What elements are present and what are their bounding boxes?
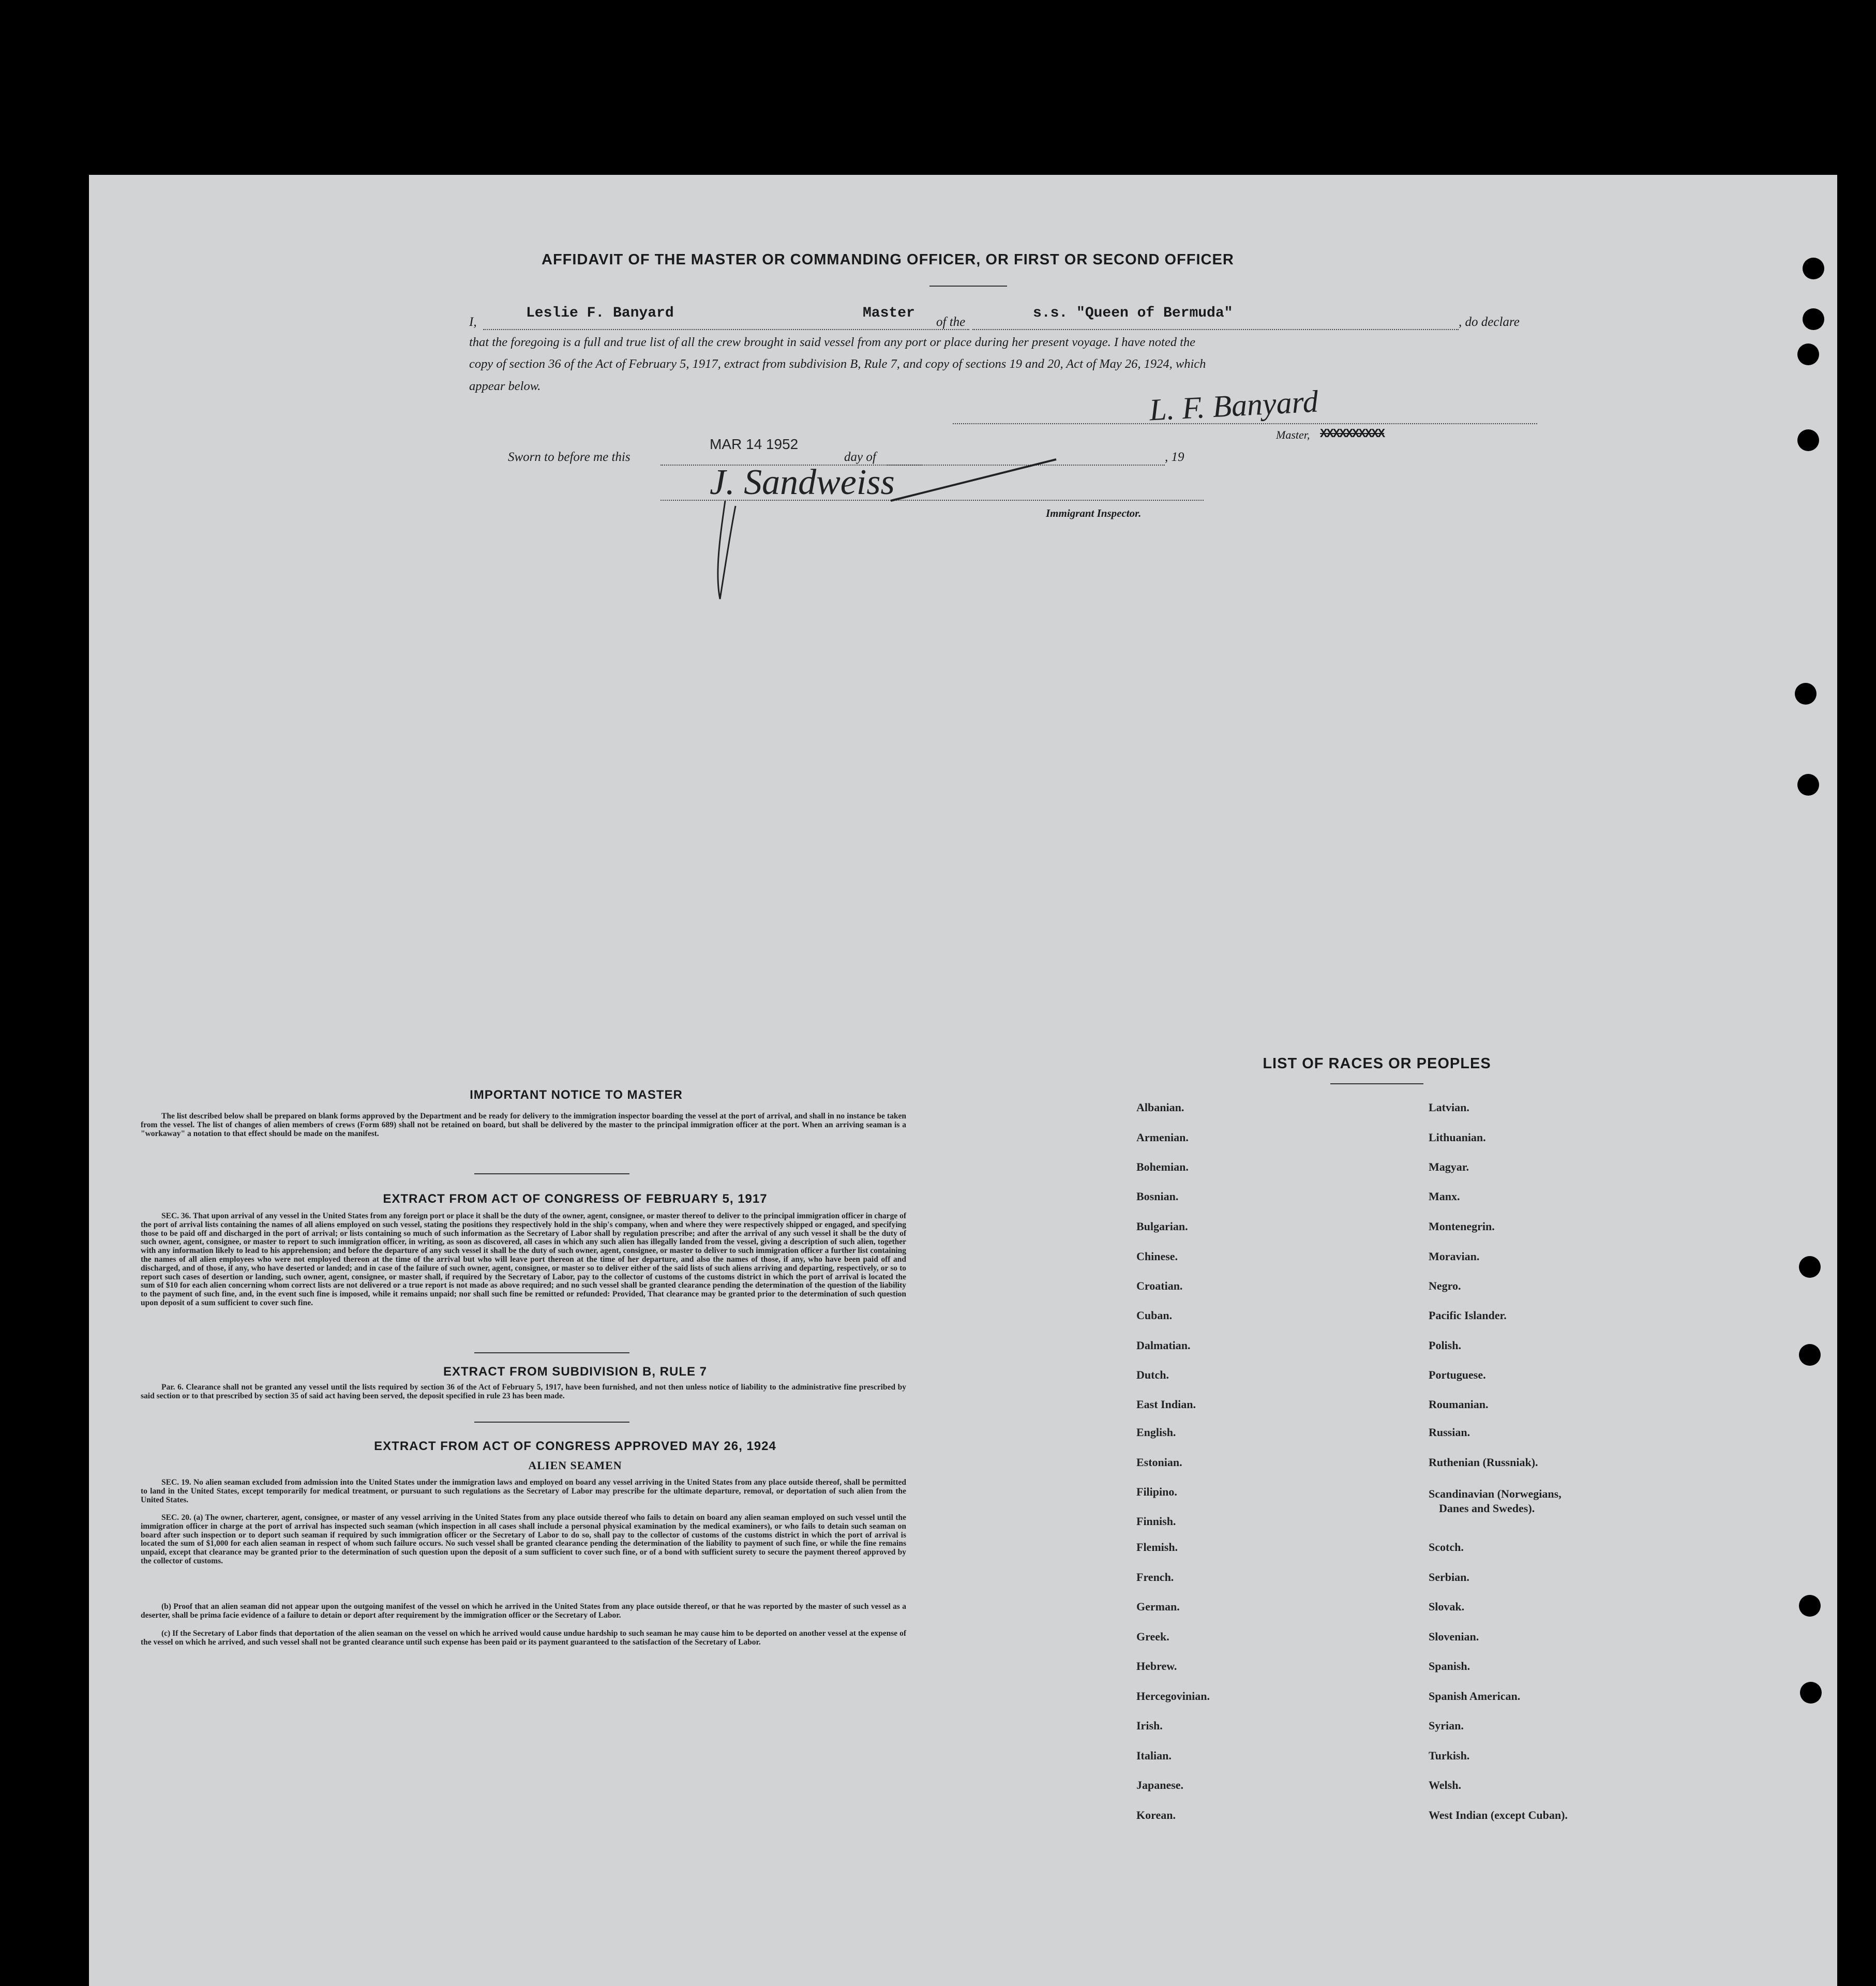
race-right-18: Slovak. [1429,1600,1465,1613]
race-right-9: Polish. [1429,1339,1461,1352]
race-right-8: Pacific Islander. [1429,1309,1507,1322]
punch-hole [1797,429,1819,451]
rule7-text: Par. 6. Clearance shall not be granted any vessel until the lists required by section 36 of the Act of February 5, 1917, have been furnished, and not then unless notice of liability to the administrative fine prescribed by said section or to that prescribed by section 35 of said act having been served, the deposit specified in rule 23 has been made. [141,1383,906,1400]
affidavit-title: AFFIDAVIT OF THE MASTER OR COMMANDING OFFICER, OR FIRST OR SECOND OFFICER [542,251,1234,268]
race-right-20: Spanish. [1429,1660,1470,1673]
rule7-title: EXTRACT FROM SUBDIVISION B, RULE 7 [443,1365,708,1379]
of-the-label: of the [936,315,966,329]
vessel-name: s.s. "Queen of Bermuda" [1033,305,1233,321]
inspector-label: Immigrant Inspector. [1046,507,1142,519]
punch-hole [1797,774,1819,796]
vessel-line [972,329,1459,330]
race-right-16: Scotch. [1429,1541,1464,1554]
race-left-4: Bosnian. [1136,1190,1179,1203]
races-title: LIST OF RACES OR PEOPLES [1263,1055,1491,1072]
extract-1924-subtitle: ALIEN SEAMEN [528,1459,622,1472]
title-underline [929,286,1007,287]
race-left-20: Hebrew. [1136,1660,1177,1673]
punch-hole [1799,1595,1821,1617]
sec20b-text: (b) Proof that an alien seaman did not appear upon the outgoing manifest of the vessel on which he arrived in the United States from any place outside thereof, or that he was reported by the master of such vessel as a deserter, shall be prima facie evidence of a failure to detain or deport after requirement by the immigration officer or the Secretary of Labor. [141,1602,906,1620]
race-left-18: German. [1136,1600,1180,1613]
inspector-signature-flourish [694,444,1160,609]
race-right-14: Scandinavian (Norwegians, [1429,1487,1562,1500]
punch-hole [1803,258,1824,279]
document-page [89,175,1837,1986]
race-right-2: Lithuanian. [1429,1131,1486,1144]
race-right-25: West Indian (except Cuban). [1429,1809,1568,1821]
race-right-4: Manx. [1429,1190,1460,1203]
day-of-label: day of [844,450,876,464]
punch-hole [1800,1682,1822,1704]
date-stamp: MAR 14 1952 [710,436,799,452]
race-left-15: Finnish. [1136,1515,1176,1528]
race-left-11: East Indian. [1136,1398,1196,1411]
affidavit-body-2: copy of section 36 of the Act of February 5, 1917, extract from subdivision B, Rule 7, and copy of sections 19 and 20, Act of May 26, 1924, which [469,357,1206,371]
year-label: , 19 [1165,450,1184,464]
race-left-2: Armenian. [1136,1131,1189,1144]
race-right-17: Serbian. [1429,1571,1469,1584]
race-left-24: Japanese. [1136,1779,1184,1791]
race-left-25: Korean. [1136,1809,1176,1821]
race-left-14: Filipino. [1136,1485,1177,1498]
race-right-11: Roumanian. [1429,1398,1489,1411]
sec19-text: SEC. 19. No alien seaman excluded from admission into the United States under the immigration laws and employed on board any vessel arriving in the United States from any place outside thereof, shall be permitted to land in the United States, except temporarily for medical treatment, or pursuant to such regulations as the Secretary of Labor may prescribe for the ultimate departure, removal, or deportation of such alien from the United States. [141,1478,906,1504]
punch-hole [1797,344,1819,365]
race-right-1: Latvian. [1429,1101,1469,1114]
sworn-label: Sworn to before me this [508,450,631,464]
notice-title: IMPORTANT NOTICE TO MASTER [470,1088,683,1102]
punch-hole [1795,683,1817,705]
race-right-23: Turkish. [1429,1749,1470,1762]
race-left-6: Chinese. [1136,1250,1178,1263]
punch-hole [1803,308,1824,330]
master-signature: L. F. Banyard [1148,384,1319,427]
race-right-12: Russian. [1429,1426,1470,1439]
race-left-16: Flemish. [1136,1541,1178,1554]
do-declare-label: , do declare [1459,315,1520,329]
race-left-10: Dutch. [1136,1368,1169,1381]
race-right-21: Spanish American. [1429,1690,1521,1703]
name-line [483,329,969,330]
race-left-5: Bulgarian. [1136,1220,1188,1233]
race-left-22: Irish. [1136,1719,1163,1732]
race-right-13: Ruthenian (Russniak). [1429,1456,1538,1469]
extract-1924-title: EXTRACT FROM ACT OF CONGRESS APPROVED MAY 26, 1924 [374,1439,776,1453]
race-left-19: Greek. [1136,1630,1169,1643]
race-left-17: French. [1136,1571,1174,1584]
race-left-21: Hercegovinian. [1136,1690,1210,1703]
affidavit-body-3: appear below. [469,379,541,393]
race-right-6: Moravian. [1429,1250,1480,1263]
punch-hole [1799,1344,1821,1366]
race-left-12: English. [1136,1426,1176,1439]
inspector-signature: J. Sandweiss [710,462,895,502]
race-right-24: Welsh. [1429,1779,1461,1791]
sec20a-text: SEC. 20. (a) The owner, charterer, agent, consignee, or master of any vessel arriving in the United States from any place outside thereof who fails to detain on board any alien seaman employed on such vessel until the immigration officer in charge at the port of arrival has inspected such seaman (which inspection in all cases shall include a personal physical examination by the medical examiners), or who fails to detain such seaman on board after such inspection or to deport such seaman if required by such immigration officer or the Secretary of Labor to do so, shall pay to the collector of customs of the customs district in which the port of arrival is located the sum of $1,000 for each alien seaman in respect of whom such failure occurs. No such vessel shall be granted clearance pending the determination of the liability to payment of such fine, or while the fine remains unpaid, except that clearance may be granted prior to the determination of such question upon the deposit of a sum sufficient to cover such fine, or of a bond with sufficient surety to secure the payment thereof approved by the collector of customs. [141,1513,906,1565]
race-right-10: Portuguese. [1429,1368,1486,1381]
struck-label: XXXXXXXXXX [1320,427,1385,441]
race-right-19: Slovenian. [1429,1630,1479,1643]
extract-1917-divider [474,1352,629,1353]
notice-text: The list described below shall be prepared on blank forms approved by the Department and be ready for delivery to the immigration inspector boarding the vessel at the port of arrival, and shall in no instance be taken from the vessel. The list of changes of alien members of crews (Form 689) shall not be retained on board, but shall be delivered by the master to the principal immigration officer at the port. When an arriving seaman is a "workaway" a notation to that effect should be made on the manifest. [141,1112,906,1138]
master-signature-line [953,423,1537,424]
race-left-1: Albanian. [1136,1101,1184,1114]
race-right-5: Montenegrin. [1429,1220,1495,1233]
i-label: I, [469,315,477,329]
races-divider [1330,1083,1423,1084]
master-label: Master, [1276,428,1310,441]
sec20c-text: (c) If the Secretary of Labor finds that deportation of the alien seaman on the vessel on which he arrived would cause undue hardship to such seaman he may cause him to be deported on another vessel at the expense of the vessel on which he arrived, and such vessel shall not be granted clearance until such expense has been paid or its payment guaranteed to the satisfaction of the Secretary of Labor. [141,1629,906,1647]
rank: Master [863,305,915,321]
race-right-7: Negro. [1429,1279,1461,1292]
affidavit-body-1: that the foregoing is a full and true list of all the crew brought in said vessel from any port or place during her present voyage. I have noted the [469,335,1196,349]
race-left-8: Cuban. [1136,1309,1173,1322]
race-left-7: Croatian. [1136,1279,1183,1292]
race-left-13: Estonian. [1136,1456,1182,1469]
punch-hole [1799,1256,1821,1278]
rule7-divider [474,1422,629,1423]
race-left-9: Dalmatian. [1136,1339,1191,1352]
race-right-15: Danes and Swedes). [1439,1502,1535,1515]
race-left-3: Bohemian. [1136,1160,1189,1173]
extract-1917-title: EXTRACT FROM ACT OF CONGRESS OF FEBRUARY 5, 1917 [383,1192,768,1206]
race-right-22: Syrian. [1429,1719,1464,1732]
notice-divider [474,1173,629,1174]
race-left-23: Italian. [1136,1749,1172,1762]
race-right-3: Magyar. [1429,1160,1469,1173]
extract-1917-text: SEC. 36. That upon arrival of any vessel in the United States from any foreign port or place it shall be the duty of the owner, agent, consignee, or master thereof to deliver to the principal immigration officer in charge of the port of arrival lists containing the names of all aliens employed on such vessel, stating the positions they respectively hold in the ship's company, when and where they were respectively shipped or engaged, and specifying those to be paid off and discharged in the port of arrival; or lists containing so much of such information as the Secretary of Labor shall by regulation prescribe; and after the arrival of any such vessel it shall be the duty of such owner, agent, consignee, or master to report to such immigration officer, in writing, as soon as discovered, all cases in which any such alien has illegally landed from the vessel, giving a description of such alien, together with any information likely to lead to his apprehension; and before the departure of any such vessel it shall be the duty of such owner, agent, consignee, or master to deliver to such immigration officer a further list containing the names of all alien employees who were not employed thereon at the time of the arrival but who will leave port thereon at the time of her departure, and also the names of those, if any, who have been paid off and discharged, and of those, if any, who have deserted or landed; and in case of the failure of such owner, agent, consignee, or master so to deliver either of the said lists of such aliens arriving and departing, respectively, or so to report such cases of desertion or landing, such owner, agent, consignee, or master shall, if required by the Secretary of Labor, pay to the collector of customs of the customs district in which the port of arrival is located the sum of $10 for each alien concerning whom correct lists are not delivered or a true report is not made as above required; and no such vessel shall be granted clearance pending the determination of the question of the liability to the payment of such fine, and, in the event such fine is imposed, while it remains unpaid; nor shall such fine be remitted or refunded: Provided, That clearance may be granted prior to the determination of such question upon deposit of a sum sufficient to cover such fine. [141,1212,906,1307]
master-name: Leslie F. Banyard [526,305,674,321]
